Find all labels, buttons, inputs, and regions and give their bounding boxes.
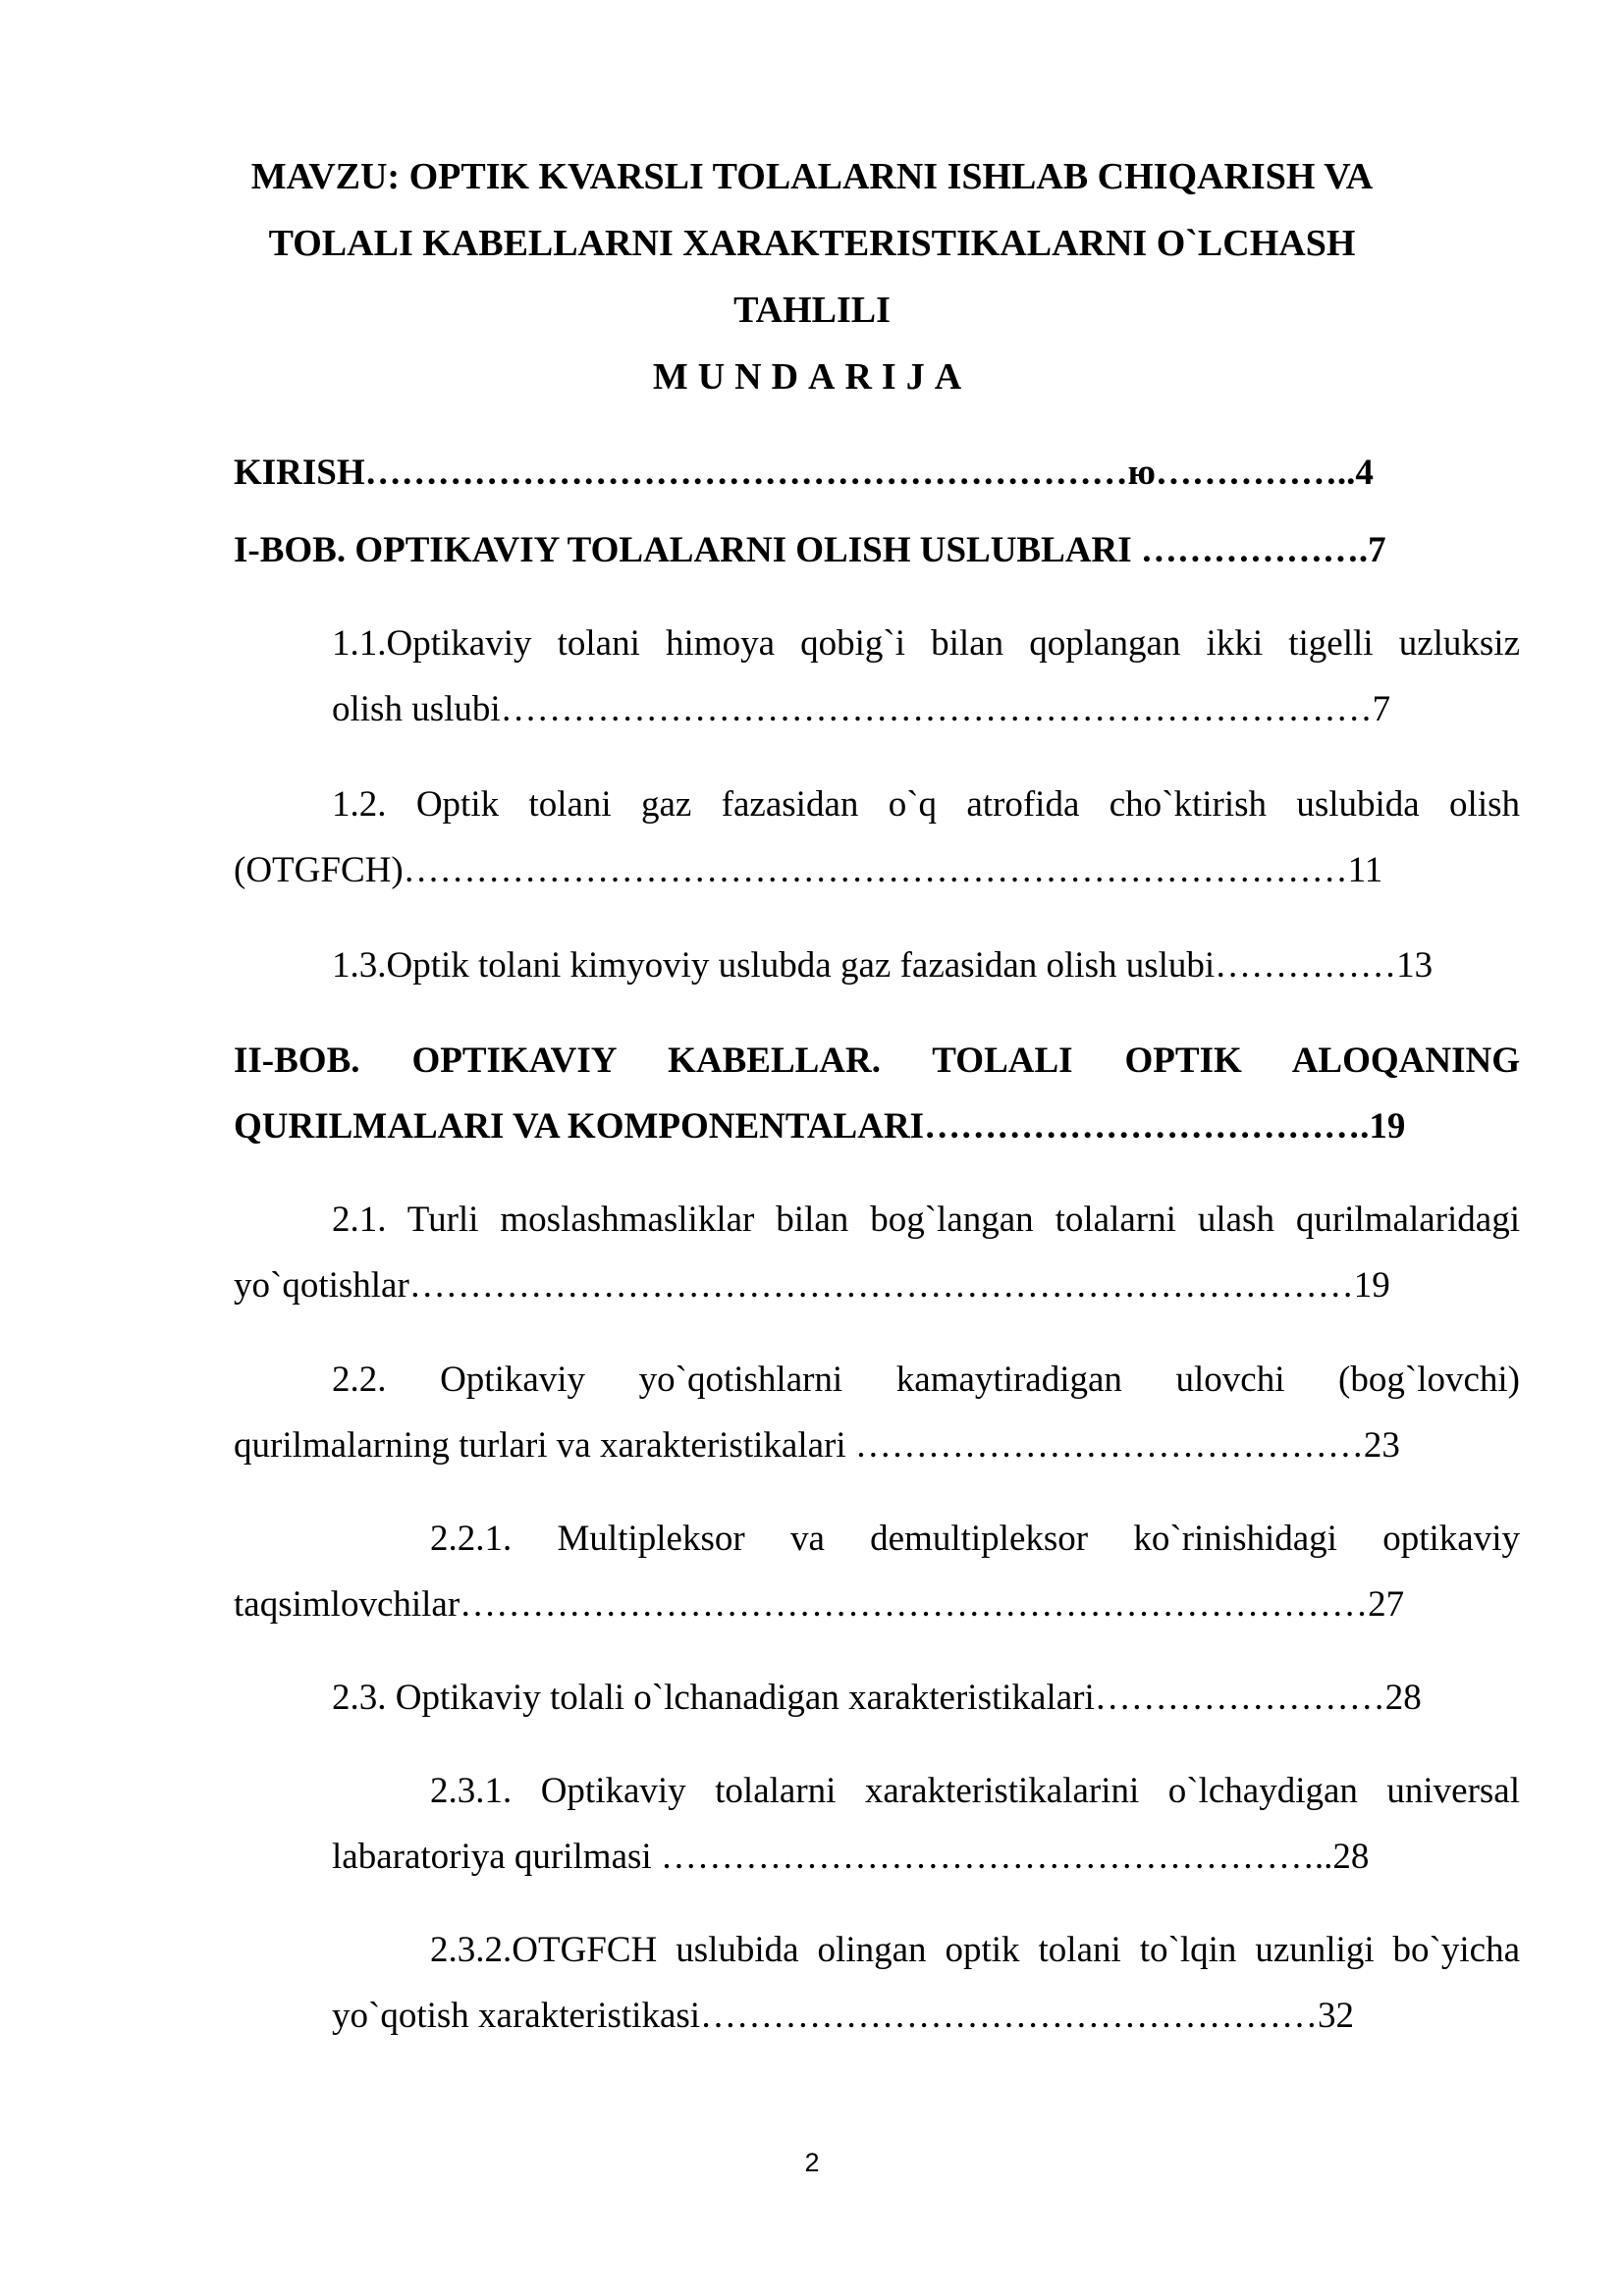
toc-entry-2-2-line-1: 2.2. Optikaviy yo`qotishlarni kamaytiradigan ulovchi (bog`lovchi): [332, 1360, 1520, 1400]
toc-entry-chapter-2-line-1: II-BOB. OPTIKAVIY KABELLAR. TOLALI OPTIK ALOQANING: [234, 1041, 1520, 1081]
toc-entry-kirish: KIRISH………………………………………………………ю……………..4: [234, 453, 1374, 493]
toc-entry-2-3: 2.3. Optikaviy tolali o`lchanadigan xarakteristikalari……………………28: [332, 1678, 1422, 1718]
toc-entry-1-2-line-1: 1.2. Optik tolani gaz fazasidan o`q atrofida cho`ktirish uslubida olish: [332, 784, 1520, 825]
title-line-2: TOLALI KABELLARNI XARAKTERISTIKALARNI O`LCHASH: [268, 223, 1356, 264]
toc-entry-2-3-2-line-1: 2.3.2.OTGFCH uslubida olingan optik tolani to`lqin uzunligi bo`yicha: [430, 1930, 1520, 1970]
title-line-3: TAHLILI: [733, 290, 891, 331]
toc-entry-1-3: 1.3.Optik tolani kimyoviy uslubda gaz fazasidan olish uslubi……………13: [332, 945, 1434, 986]
toc-entry-2-3-1-line-2: labaratoriya qurilmasi ………………………………………………..28: [332, 1837, 1370, 1877]
toc-entry-2-2-1-line-2: taqsimlovchilar…………………………………………………………………27: [234, 1584, 1405, 1625]
toc-entry-2-2-line-2: qurilmalarning turlari va xarakteristikalari ……………………………………23: [234, 1425, 1400, 1466]
toc-entry-2-3-1-line-1: 2.3.1. Optikaviy tolalarni xarakteristikalarini o`lchaydigan universal: [430, 1771, 1520, 1811]
toc-entry-1-1-line-2: olish uslubi………………………………………………………………7: [332, 689, 1391, 729]
contents-heading: MUNDARIJA: [652, 356, 972, 398]
toc-entry-1-1-line-1: 1.1.Optikaviy tolani himoya qobig`i bilan qoplangan ikki tigelli uzluksiz: [332, 623, 1520, 664]
toc-entry-chapter-1: I-BOB. OPTIKAVIY TOLALARNI OLISH USLUBLARI ……………….7: [234, 530, 1386, 570]
toc-entry-2-1-line-1: 2.1. Turli moslashmasliklar bilan bog`langan tolalarni ulash qurilmalaridagi: [332, 1200, 1520, 1240]
toc-entry-2-1-line-2: yo`qotishlar……………………………………………………………………19: [234, 1265, 1390, 1306]
toc-entry-2-2-1-line-1: 2.2.1. Multipleksor va demultipleksor ko`rinishidagi optikaviy: [430, 1519, 1520, 1559]
title-line-1: MAVZU: OPTIK KVARSLI TOLALARNI ISHLAB CHIQARISH VA: [250, 156, 1374, 197]
toc-entry-1-2-line-2: (OTGFCH)……………………………………………………………………11: [234, 850, 1383, 890]
page-number: 2: [804, 2148, 820, 2177]
toc-entry-chapter-2-line-2: QURILMALARI VA KOMPONENTALARI……………………………….19: [234, 1106, 1406, 1147]
toc-entry-2-3-2-line-2: yo`qotish xarakteristikasi……………………………………………32: [332, 1996, 1355, 2036]
